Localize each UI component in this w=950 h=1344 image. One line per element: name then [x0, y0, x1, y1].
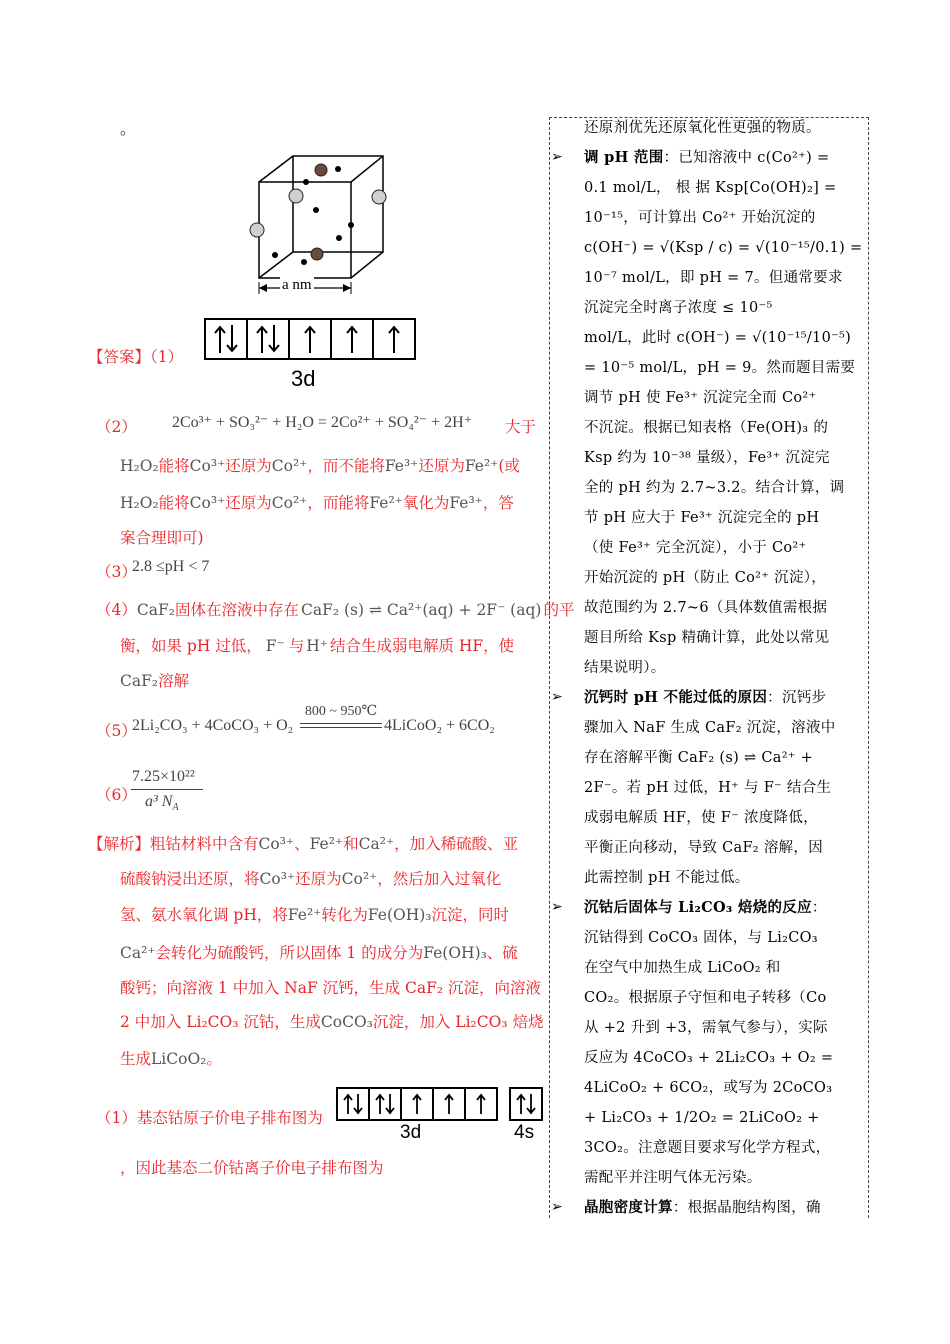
axis-label: a nm	[282, 277, 312, 293]
orbital-cell-paired	[370, 1089, 402, 1119]
answer-2-equation: 2Co³⁺ + SO₃²⁻ + H₂O = 2Co²⁺ + SO₄²⁻ + 2H⁺	[172, 414, 473, 431]
answer-1-num: （1）	[150, 348, 184, 366]
answer-3-num: （3）	[96, 563, 137, 581]
answer-2-line4: 案合理即可)	[120, 529, 204, 547]
analysis-line4: Ca²⁺会转化为硫酸钙，所以固体 1 的成分为Fe(OH)₃、硫	[120, 944, 518, 962]
sidebar-line: 4LiCoO₂ + 6CO₂，或写为 2CoCO₃	[584, 1080, 833, 1096]
sidebar-line: 调节 pH 使 Fe³⁺ 沉淀完全而 Co²⁺	[584, 390, 817, 406]
orbital-cell-paired	[248, 320, 290, 358]
analysis-line3: 氢、氨水氧化调 pH，将Fe²⁺转化为Fe(OH)₃沉淀，同时	[120, 906, 510, 924]
answer-5-num: （5）	[96, 722, 137, 740]
analysis-p1-text2: ，因此基态二价钴离子价电子排布图为	[120, 1159, 384, 1177]
sidebar-line: （使 Fe³⁺ 完全沉淀），小于 Co²⁺	[584, 540, 807, 556]
sidebar-line: 还原剂优先还原氧化性更强的物质。	[584, 120, 821, 136]
orbital-cell-paired	[206, 320, 248, 358]
answer-4-line2: 衡，如果 pH 过低， F⁻ 与 H⁺ 结合生成弱电解质 HF，使	[120, 637, 515, 655]
orbital-label-3d: 3d	[291, 366, 316, 391]
co-atom-top	[315, 164, 327, 176]
sidebar-line: 不沉淀。根据已知表格（Fe(OH)₃ 的	[584, 420, 829, 436]
orbital-label-4s-small: 4s	[514, 1122, 535, 1143]
lattice-dots	[256, 166, 354, 265]
sidebar-line: 沉钴得到 CoCO₃ 固体，与 Li₂CO₃	[584, 930, 818, 946]
equation-bar-bottom	[300, 727, 382, 728]
co-atom-bottom	[311, 248, 323, 260]
sidebar-line: 10⁻¹⁵，可计算出 Co²⁺ 开始沉淀的	[584, 210, 816, 226]
sidebar-line: + Li₂CO₃ + 1/2O₂ = 2LiCoO₂ +	[584, 1110, 820, 1126]
sidebar-line: = 10⁻⁵ mol/L，pH = 9。然而题目需要	[584, 360, 856, 376]
orbital-cell-single	[466, 1089, 496, 1119]
answer-5-equation-left: 2Li₂CO₃ + 4CoCO₃ + O₂	[132, 717, 294, 734]
top-mark: 。	[120, 120, 136, 138]
fraction-bar	[131, 789, 203, 790]
sidebar-bullet-icon: ➢	[551, 1199, 563, 1215]
sidebar-line: 题目所给 Ksp 精确计算，此处以常见	[584, 630, 830, 646]
orbital-cell-single	[374, 320, 414, 358]
sidebar-line: 此需控制 pH 不能过低。	[584, 870, 750, 886]
answer-2-line2: H₂O₂能将Co³⁺还原为Co²⁺，而不能将Fe³⁺还原为Fe²⁺(或	[120, 457, 520, 475]
orbital-cell-single	[402, 1089, 434, 1119]
orbital-diagram-4s-small	[509, 1087, 543, 1121]
orbital-label-3d-small: 3d	[400, 1122, 422, 1143]
sidebar-line: 平衡正向移动，导致 CaF₂ 溶解，因	[584, 840, 824, 856]
orbital-diagram-3d	[204, 318, 416, 360]
analysis-line7: 生成LiCoO₂。	[120, 1050, 222, 1068]
o-atom-right	[372, 190, 386, 204]
orbital-cell-single	[290, 320, 332, 358]
sidebar-line: 晶胞密度计算：根据晶胞结构图，确	[584, 1199, 821, 1216]
analysis-line6: 2 中加入 Li₂CO₃ 沉钴，生成CoCO₃沉淀，加入 Li₂CO₃ 焙烧	[120, 1013, 544, 1031]
answer-3-equation: 2.8 ≤pH < 7	[132, 558, 210, 575]
sidebar-line: 需配平并注明气体无污染。	[584, 1170, 762, 1186]
sidebar-line: 2F⁻。若 pH 过低，H⁺ 与 F⁻ 结合生	[584, 780, 832, 796]
sidebar-line: 沉淀完全时离子浓度 ≤ 10⁻⁵	[584, 300, 773, 316]
sidebar-line: 结果说明）。	[584, 660, 666, 676]
sidebar-bullet-icon: ➢	[551, 899, 563, 915]
analysis-line5: 酸钙；向溶液 1 中加入 NaF 沉钙，生成 CaF₂ 沉淀，向溶液	[120, 979, 542, 997]
sidebar-line: 0.1 mol/L， 根 据 Ksp[Co(OH)₂] =	[584, 180, 837, 196]
orbital-cell-paired	[338, 1089, 370, 1119]
o-atom-left	[250, 223, 264, 237]
equation-bar-top	[300, 723, 382, 724]
analysis-line2: 硫酸钠浸出还原，将Co³⁺还原为Co²⁺，然后加入过氧化	[120, 870, 502, 888]
sidebar-line: 从 +2 升到 +3，需氧气参与），实际	[584, 1020, 828, 1036]
sidebar-line: 节 pH 应大于 Fe³⁺ 沉淀完全的 pH	[584, 510, 820, 526]
orbital-cell-single	[332, 320, 374, 358]
orbital-cell-single	[434, 1089, 466, 1119]
sidebar-line: 全的 pH 约为 2.7~3.2。结合计算，调	[584, 480, 845, 496]
answer-6-num: （6）	[96, 786, 137, 804]
sidebar-line: 3CO₂。注意题目要求写化学方程式，	[584, 1140, 831, 1156]
sidebar-line: 在空气中加热生成 LiCoO₂ 和	[584, 960, 781, 976]
sidebar-line: 故范围约为 2.7~6（具体数值需根据	[584, 600, 828, 616]
sidebar-line: c(OH⁻) = √(Ksp / c) = √(10⁻¹⁵/0.1) =	[584, 240, 863, 256]
sidebar-line: Ksp 约为 10⁻³⁸ 量级），Fe³⁺ 沉淀完	[584, 450, 830, 466]
analysis-line1: 【解析】粗钴材料中含有Co³⁺、Fe²⁺和Ca²⁺，加入稀硫酸、亚	[88, 835, 519, 853]
answer-6-denominator: a³ $N_A$	[145, 793, 179, 814]
sidebar-line: 调 pH 范围：已知溶液中 c(Co²⁺) =	[584, 149, 830, 166]
sidebar-line: 沉钙时 pH 不能过低的原因：沉钙步	[584, 689, 827, 706]
sidebar-bullet-icon: ➢	[551, 689, 563, 705]
sidebar-line: 骤加入 NaF 生成 CaF₂ 沉淀，溶液中	[584, 720, 836, 736]
answer-5-equation-right: 4LiCoO₂ + 6CO₂	[384, 717, 495, 734]
orbital-diagram-3d-small	[336, 1087, 498, 1121]
sidebar-line: 10⁻⁷ mol/L，即 pH = 7。但通常要求	[584, 270, 843, 286]
sidebar-bullet-icon: ➢	[551, 149, 563, 165]
sidebar-line: 存在溶解平衡 CaF₂ (s) ⇌ Ca²⁺ +	[584, 750, 814, 766]
o-atom-middle	[289, 189, 303, 203]
answer-4-line1: （4）CaF₂固体在溶液中存在 CaF₂ (s) ⇌ Ca²⁺(aq) + 2F⁻ (aq) 的平	[96, 601, 575, 619]
answer-2-text1: 大于	[505, 418, 537, 436]
sidebar-line: 沉钴后固体与 Li₂CO₃ 焙烧的反应：	[584, 899, 827, 916]
sidebar-line: 成弱电解质 HF，使 F⁻ 浓度降低，	[584, 810, 818, 826]
sidebar-line: CO₂。根据原子守恒和电子转移（Co	[584, 990, 827, 1006]
crystal-cell-figure	[245, 150, 395, 300]
analysis-p1-text: （1）基态钴原子价电子排布图为	[96, 1109, 323, 1127]
answer-2-line3: H₂O₂能将Co³⁺还原为Co²⁺，而能将Fe²⁺氧化为Fe³⁺，答	[120, 494, 514, 512]
answer-4-line3: CaF₂溶解	[120, 672, 190, 690]
orbital-cell-paired	[511, 1089, 541, 1119]
answer-2-num: （2）	[96, 418, 137, 436]
sidebar-line: 反应为 4CoCO₃ + 2Li₂CO₃ + O₂ =	[584, 1050, 834, 1066]
sidebar-line: 开始沉淀的 pH（防止 Co²⁺ 沉淀），	[584, 570, 827, 586]
answer-6-numerator: 7.25×10²²	[132, 768, 195, 785]
answer-5-condition: 800 ~ 950℃	[304, 704, 378, 719]
answer-tag: 【答案】	[88, 348, 151, 366]
sidebar-line: mol/L，此时 c(OH⁻) = √(10⁻¹⁵/10⁻⁵)	[584, 330, 852, 346]
